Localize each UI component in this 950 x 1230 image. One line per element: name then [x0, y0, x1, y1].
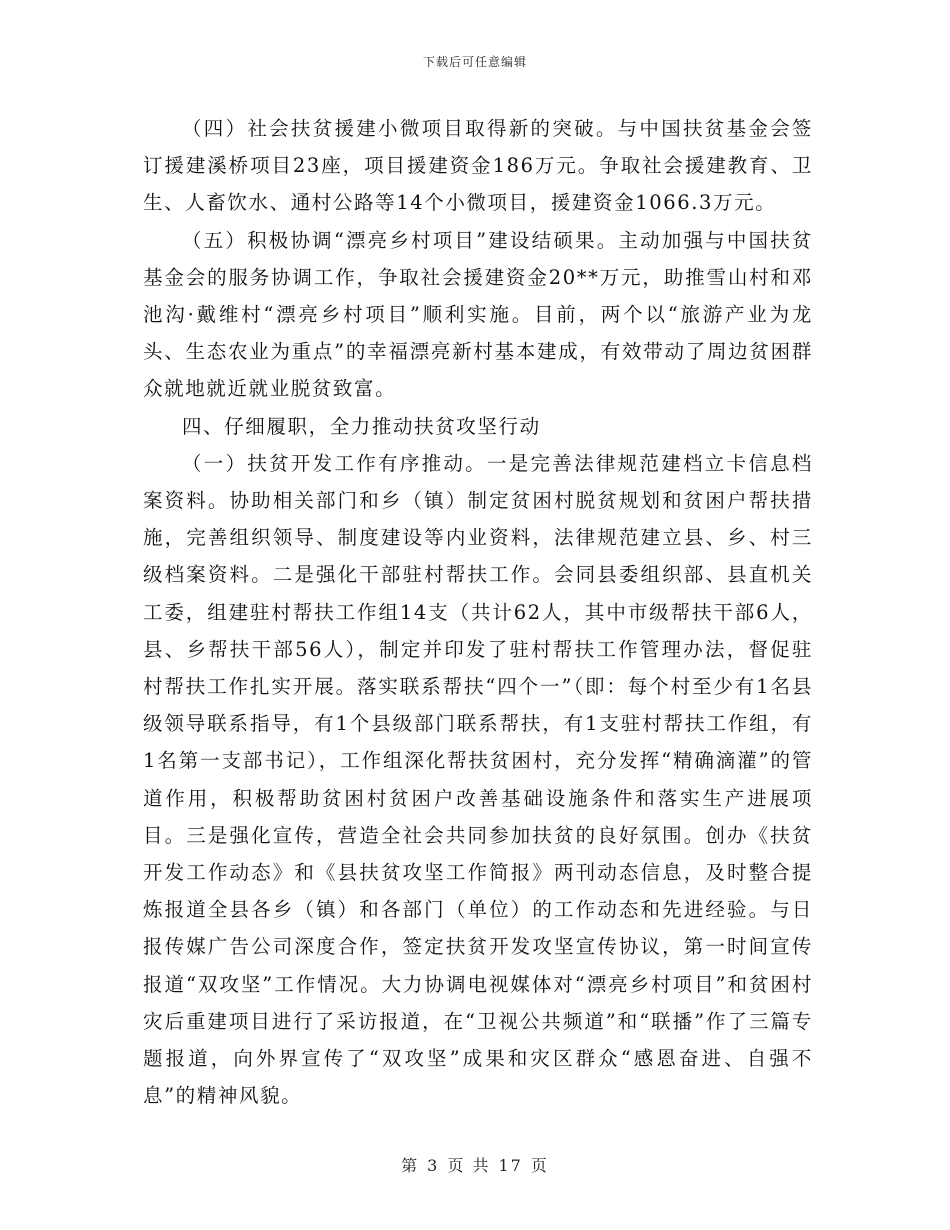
footer-prefix: 第 [401, 1156, 420, 1175]
paragraph-social-aid-projects: （四）社会扶贫援建小微项目取得新的突破。与中国扶贫基金会签订援建溪桥项目23座，项目援建资金186万元。争取社会援建教育、卫生、人畜饮水、通村公路等14个小微项目，援建资金1066.3万元。 [143, 117, 813, 215]
paragraph-beautiful-village-project: （五）积极协调“漂亮乡村项目”建设结硕果。主动加强与中国扶贫基金会的服务协调工作，争取社会援建资金20**万元，助推雪山村和邓池沟·戴维村“漂亮乡村项目”顺利实施。目前，两个以“旅游产业为龙头、生态农业为重点”的幸福漂亮新村基本建成，有效带动了周边贫困群众就地就近就业脱贫致富。 [143, 228, 813, 401]
footer-middle: 页 共 [447, 1156, 491, 1175]
footer-current-page: 3 [427, 1156, 440, 1175]
footer-suffix: 页 [530, 1156, 549, 1175]
document-body [143, 110, 813, 1114]
paragraph-poverty-alleviation-work: （一）扶贫开发工作有序推动。一是完善法律规范建档立卡信息档案资料。协助相关部门和乡（镇）制定贫困村脱贫规划和贫困户帮扶措施，完善组织领导、制度建设等内业资料，法律规范建立县、乡、村三级档案资料。二是强化干部驻村帮扶工作。会同县委组织部、县直机关工委，组建驻村帮扶工作组14支（共计62人，其中市级帮扶干部6人，县、乡帮扶干部56人），制定并印发了驻村帮扶工作管理办法，督促驻村帮扶工作扎实开展。落实联系帮扶“四个一”（即：每个村至少有1名县级领导联系指导，有1个县级部门联系帮扶，有1支驻村帮扶工作组，有1名第一支部书记），工作组深化帮扶贫困村，充分发挥“精确滴灌”的管道作用，积极帮助贫困村贫困户改善基础设施条件和落实生产进展项目。三是强化宣传，营造全社会共同参加扶贫的良好氛围。创办《扶贫开发工作动态》和《县扶贫攻坚工作简报》两刊动态信息，及时整合提炼报道全县各乡（镇）和各部门（单位）的工作动态和先进经验。与日报传媒广告公司深度合作，签定扶贫开发攻坚宣传协议，第一时间宣传报道“双攻坚”工作情况。大力协调电视媒体对“漂亮乡村项目”和贫困村灾后重建项目进行了采访报道，在“卫视公共频道”和“联播”作了三篇专题报道，向外界宣传了“双攻坚”成果和灾区群众“感恩奋进、自强不息”的精神风貌。 [143, 451, 813, 1108]
section-heading-four: 四、仔细履职，全力推动扶贫攻坚行动 [182, 414, 541, 438]
header-note: 下载后可任意编辑 [422, 55, 527, 69]
page-footer [0, 1153, 950, 1176]
footer-total-pages: 17 [498, 1156, 523, 1175]
